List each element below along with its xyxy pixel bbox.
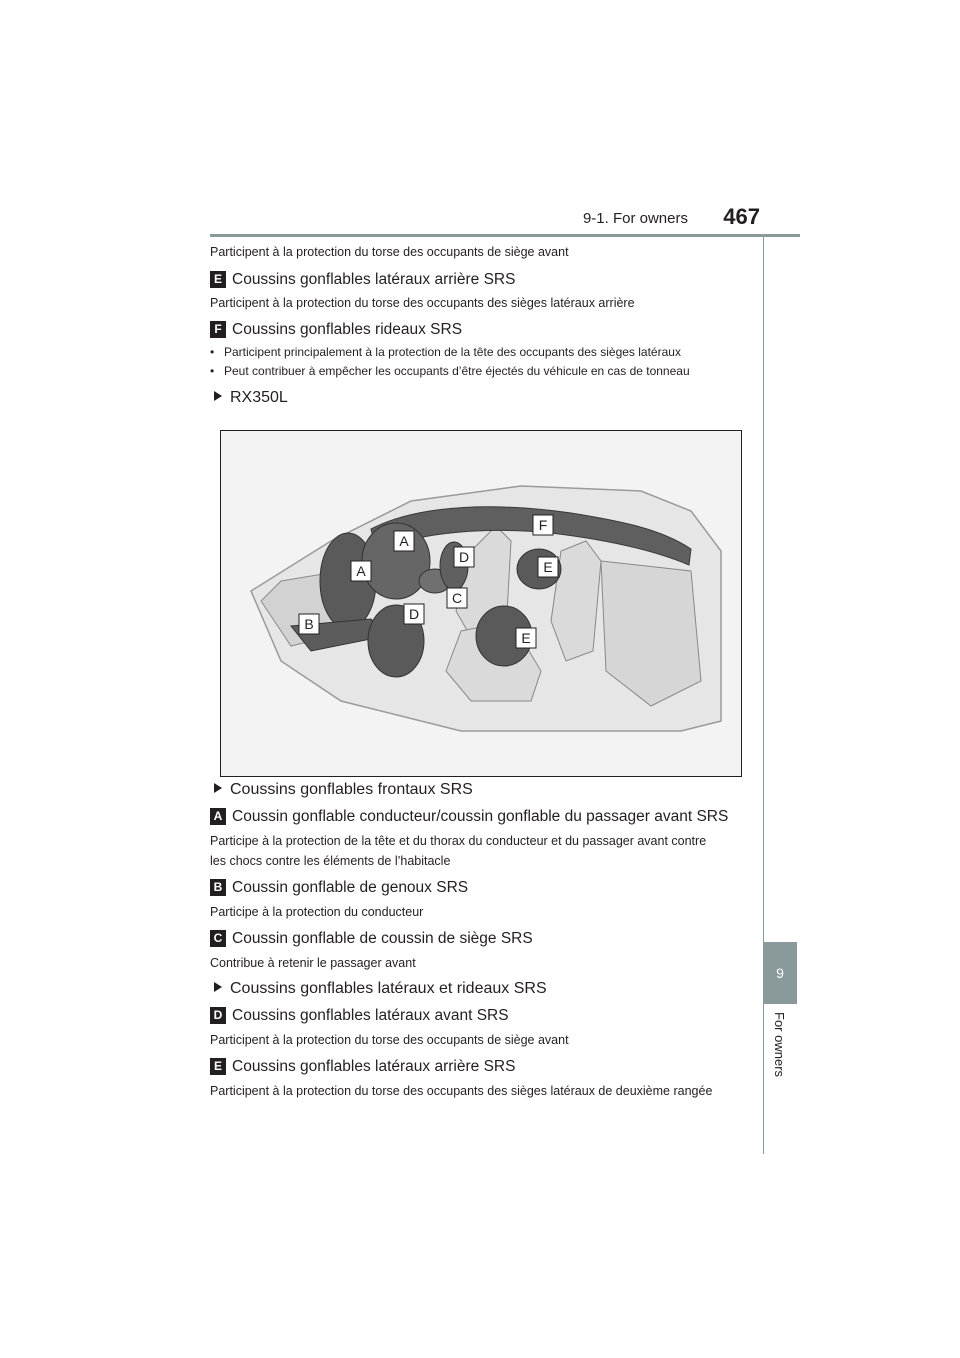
model-heading	[214, 389, 288, 407]
svg-text:A: A	[399, 533, 409, 549]
item-a-text-2: les chocs contre les éléments de l’habitacle	[210, 854, 451, 868]
callout-e-upper	[538, 557, 558, 577]
callout-e-lower	[516, 628, 536, 648]
page-number: 467	[723, 204, 760, 229]
bullet-text: Participent principalement à la protection de la tête des occupants des sièges latéraux	[224, 345, 681, 359]
badge-e: E	[210, 271, 226, 288]
badge-c: C	[210, 930, 226, 947]
item-b-heading	[210, 879, 468, 897]
badge-b: B	[210, 879, 226, 896]
item-a-text-1: Participe à la protection de la tête et du thorax du conducteur et du passager avant contre	[210, 834, 707, 848]
callout-a-upper	[394, 531, 414, 551]
item-b-title: Coussin gonflable de genoux SRS	[232, 879, 469, 896]
item-d-title: Coussins gonflables latéraux avant SRS	[232, 1007, 509, 1024]
callout-f	[533, 515, 553, 535]
item-a-heading	[210, 808, 728, 826]
triangle-icon	[214, 783, 222, 793]
item-f-title: Coussins gonflables rideaux SRS	[232, 321, 463, 338]
badge-f: F	[210, 321, 226, 338]
callout-a-lower	[351, 561, 371, 581]
item-b-text: Participe à la protection du conducteur	[210, 905, 424, 919]
badge-d: D	[210, 1007, 226, 1024]
svg-text:F: F	[538, 517, 548, 533]
callout-b	[299, 614, 319, 634]
model-title: RX350L	[230, 389, 288, 406]
chapter-title: For owners	[772, 1012, 787, 1078]
svg-text:E: E	[543, 559, 553, 575]
svg-text:E: E	[521, 630, 531, 646]
item-a-title: Coussin gonflable conducteur/coussin gonflable du passager avant SRS	[232, 808, 729, 825]
front-airbags-title: Coussins gonflables frontaux SRS	[230, 781, 473, 798]
svg-text:A: A	[356, 563, 366, 579]
badge-a: A	[210, 808, 226, 825]
svg-text:C: C	[451, 590, 463, 606]
item-e1-title: Coussins gonflables latéraux arrière SRS	[232, 271, 516, 288]
item-d-heading	[210, 1007, 509, 1025]
item-c-title: Coussin gonflable de coussin de siège SRS	[232, 930, 533, 947]
triangle-icon	[214, 391, 222, 401]
chapter-tab[interactable]: 9	[763, 942, 797, 1004]
callout-c	[447, 588, 467, 608]
item-f-bullet-2: • Peut contribuer à empêcher les occupants d’être éjectés du véhicule en cas de tonneau	[210, 364, 690, 378]
item-e2-heading	[210, 1058, 515, 1076]
side-airbags-title: Coussins gonflables latéraux et rideaux SRS	[230, 980, 547, 997]
item-e1-text: Participent à la protection du torse des occupants des sièges latéraux arrière	[210, 296, 635, 310]
item-f-bullet-1: • Participent principalement à la protection de la tête des occupants des sièges latéraux	[210, 345, 681, 359]
item-f-heading	[210, 321, 462, 339]
triangle-icon	[214, 982, 222, 992]
item-e2-text: Participent à la protection du torse des occupants des sièges latéraux de deuxième rangée	[210, 1084, 713, 1098]
side-divider	[763, 234, 764, 1154]
item-c-heading	[210, 930, 533, 948]
item-e1-heading	[210, 271, 515, 289]
airbag-illustration	[221, 431, 741, 776]
svg-text:D: D	[408, 606, 420, 622]
front-airbags-heading	[214, 781, 473, 799]
callout-d-upper	[454, 547, 474, 567]
item-e2-title: Coussins gonflables latéraux arrière SRS	[232, 1058, 516, 1075]
svg-text:D: D	[458, 549, 470, 565]
section-label: 9-1. For owners	[582, 210, 688, 227]
callout-d-lower	[404, 604, 424, 624]
svg-text:B: B	[304, 616, 314, 632]
bullet-text: Peut contribuer à empêcher les occupants d’être éjectés du véhicule en cas de tonneau	[224, 364, 690, 378]
badge-e: E	[210, 1058, 226, 1075]
item-c-text: Contribue à retenir le passager avant	[210, 956, 416, 970]
side-airbags-heading	[214, 980, 547, 998]
airbag-diagram	[220, 430, 742, 777]
page-header	[210, 204, 800, 237]
intro-text: Participent à la protection du torse des occupants de siège avant	[210, 245, 569, 259]
item-d-text: Participent à la protection du torse des occupants de siège avant	[210, 1033, 569, 1047]
